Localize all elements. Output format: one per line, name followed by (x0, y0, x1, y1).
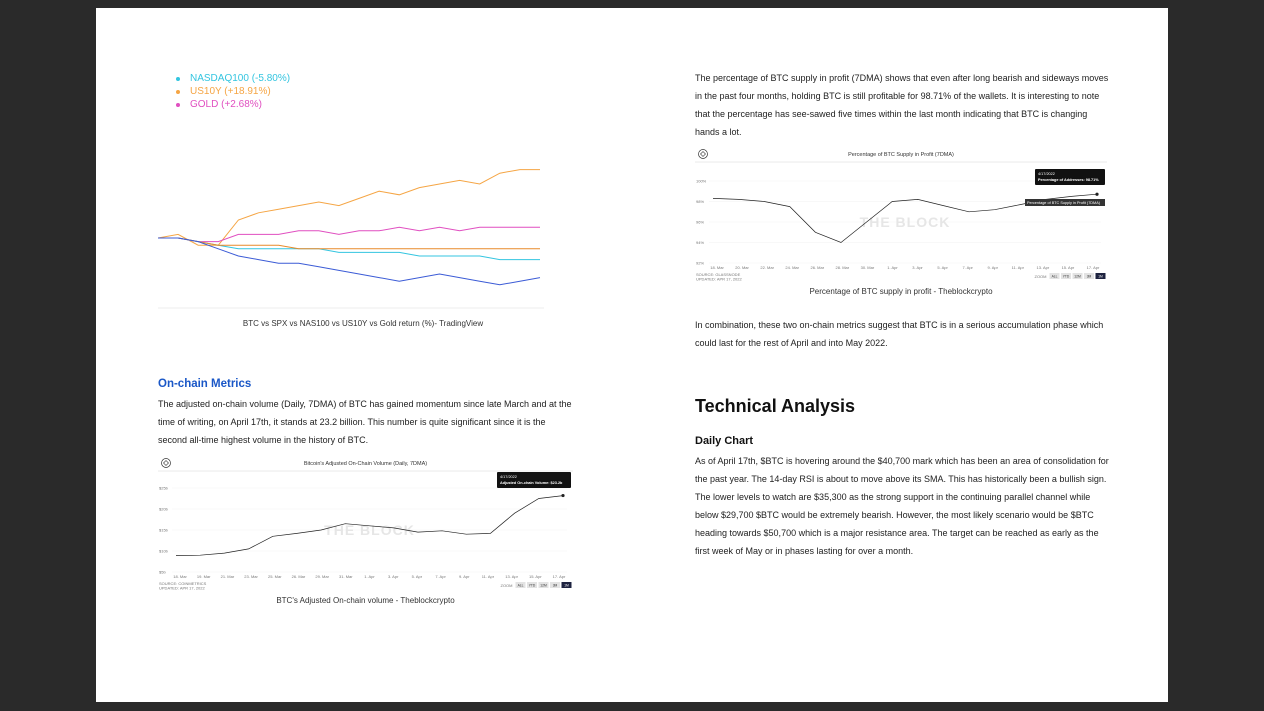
volume-caption: BTC's Adjusted On-chain volume - Theblockcrypto (276, 596, 455, 605)
source-label: SOURCE: GLASSNODE (696, 272, 741, 277)
x-tick-label: 1. Apr (887, 265, 898, 270)
y-tick-label: 94% (696, 240, 705, 245)
y-tick-label: $10b (159, 548, 168, 554)
onchain-paragraph: The adjusted on-chain volume (Daily, 7DMA) of BTC has gained momentum since late March and at the time of writing, on April 17th, it stands at 23.2 billion. This number is quite significant since it is the second all-time highest volume in the history of BTC. (158, 399, 572, 445)
zoom-button-label: 1M (564, 583, 569, 588)
tradingview-caption: BTC vs SPX vs NAS100 vs US10Y vs Gold return (%)- TradingView (242, 319, 484, 328)
theblock-logo-icon (699, 150, 708, 159)
x-tick-label: 17. Apr (552, 574, 566, 579)
updated-label: UPDATED: APR 17, 2022 (696, 276, 742, 282)
theblock-logo-mark (164, 461, 169, 466)
section-heading-onchain: On-chain Metrics (158, 378, 252, 390)
x-tick-label: 18. Mar (710, 265, 724, 270)
series-line (176, 496, 563, 556)
profit-caption: Percentage of BTC supply in profit - Theblockcrypto (809, 287, 993, 296)
tooltip-date: 4/17/2022 (500, 475, 517, 479)
x-tick-label: 1. Apr (364, 574, 375, 579)
legend-item-gold: GOLD (+2.68%) (174, 98, 290, 111)
x-tick-label: 13. Apr (1036, 265, 1050, 270)
x-tick-label: 25. Mar (267, 574, 282, 579)
zoom-button-label: 12M (540, 583, 547, 588)
y-tick-label: 100% (696, 178, 707, 184)
x-tick-label: 26. Mar (810, 265, 825, 270)
zoom-button-label: YTD (528, 583, 536, 588)
theblock-logo-mark (701, 152, 706, 157)
x-tick-label: 26. Mar (291, 574, 306, 579)
hover-label: Percentage of BTC Supply in Profit (7DMA) (1027, 201, 1101, 205)
y-tick-label: 92% (696, 260, 705, 266)
chart-title: Percentage of BTC Supply in Profit (7DMA) (848, 152, 954, 158)
x-tick-label: 28. Mar (835, 265, 850, 270)
tooltip-value: Percentage of Addresses: 98.71% (1038, 178, 1099, 182)
updated-label: UPDATED: APR 17, 2022 (159, 585, 205, 591)
watermark: THE BLOCK (324, 522, 415, 538)
tooltip-date: 4/17/2022 (1038, 172, 1055, 176)
legend-item-us10y: US10Y (+18.91%) (174, 85, 290, 98)
x-tick-label: 11. Apr (1011, 265, 1024, 270)
adjusted-volume-chart (158, 455, 573, 595)
document-page (96, 8, 1168, 702)
x-tick-label: 21. Mar (220, 574, 235, 579)
y-tick-label: 96% (696, 219, 705, 225)
x-tick-label: 13. Apr (505, 574, 518, 579)
last-point-marker (561, 494, 564, 497)
x-tick-label: 9. Apr (987, 265, 998, 270)
legend-item-nasdaq: NASDAQ100 (-5.80%) (174, 72, 290, 85)
zoom-button-label: 12M (1074, 274, 1081, 279)
x-tick-label: 19. Mar (196, 574, 211, 579)
x-tick-label: 15. Apr (528, 574, 542, 579)
x-tick-label: 23. Mar (244, 574, 258, 579)
x-tick-label: 20. Mar (735, 265, 749, 270)
zoom-label: ZOOM (500, 583, 513, 588)
daily-chart-paragraph: As of April 17th, $BTC is hovering around the $40,700 mark which has been an area of consolidation for the past year. The 14-day RSI is about to move above its SMA. This has historically been a bullish sign. The lower levels to watch are $35,300 as the strong support in the continuing parallel channel while below $29,700 $BTC would be extremely bearish. However, the most likely scenario would be $BTC heading towards $50,700 which is a major resistance area. The target can be reached as early as the first week of May or in phases lasting for over a month. (695, 456, 1109, 556)
source-label: SOURCE: COINMETRICS (159, 581, 207, 586)
series-line (158, 227, 540, 241)
x-tick-label: 18. Mar (173, 574, 187, 579)
chart-title: Bitcoin's Adjusted On-Chain Volume (Daily, 7DMA) (303, 461, 428, 467)
x-tick-label: 22. Mar (760, 265, 774, 270)
y-tick-label: $25b (159, 485, 168, 491)
zoom-button-label: ALL (1051, 274, 1058, 279)
zoom-button-label: YTD (1062, 274, 1070, 279)
x-tick-label: 9. Apr (459, 574, 470, 579)
x-tick-label: 7. Apr (435, 574, 446, 579)
x-tick-label: 5. Apr (411, 574, 423, 579)
zoom-button-label: 3M (552, 583, 558, 588)
zoom-label: ZOOM (1034, 274, 1047, 279)
y-tick-label: $15b (159, 527, 168, 533)
watermark: THE BLOCK (859, 214, 951, 230)
x-tick-label: 3. Apr (912, 265, 923, 270)
x-tick-label: 31. Mar (339, 574, 353, 579)
tooltip-value: Adjusted On-chain Volume: $23.2b (500, 481, 563, 485)
x-tick-label: 15. Apr (1061, 265, 1075, 270)
daily-chart-heading: Daily Chart (695, 435, 754, 447)
theblock-logo-icon (162, 459, 171, 468)
x-tick-label: 5. Apr (937, 265, 948, 270)
x-tick-label: 7. Apr (962, 265, 973, 270)
x-tick-label: 24. Mar (785, 265, 799, 270)
y-tick-label: $20b (159, 506, 168, 512)
x-tick-label: 3. Apr (387, 574, 399, 579)
profit-paragraph: The percentage of BTC supply in profit (7DMA) shows that even after long bearish and sideways moves in the past four months, holding BTC is still profitable for 98.71% of the wallets. It is interesting to note that the percentage has see-sawed five times within the last month indicating that BTC is changing hands a lot. (695, 73, 1109, 137)
x-tick-label: 30. Mar (860, 265, 875, 270)
combination-paragraph: In combination, these two on-chain metrics suggest that BTC is in a serious accumulation phase which could last for the rest of April and into May 2022. (695, 320, 1104, 348)
y-tick-label: $5b (159, 569, 166, 575)
technical-analysis-heading: Technical Analysis (695, 396, 856, 416)
y-tick-label: 98% (696, 199, 705, 204)
zoom-button-label: 1M (1098, 274, 1103, 279)
last-point-marker (1095, 193, 1098, 196)
x-tick-label: 17. Apr (1086, 265, 1100, 270)
x-tick-label: 11. Apr (481, 574, 495, 579)
series-line (158, 238, 540, 249)
tradingview-return-chart (158, 143, 544, 313)
chart-legend (174, 72, 290, 111)
series-line (158, 170, 540, 246)
zoom-button-label: ALL (517, 583, 524, 588)
supply-in-profit-chart (695, 146, 1107, 286)
zoom-button-label: 3M (1086, 274, 1092, 279)
x-tick-label: 29. Mar (315, 574, 329, 579)
